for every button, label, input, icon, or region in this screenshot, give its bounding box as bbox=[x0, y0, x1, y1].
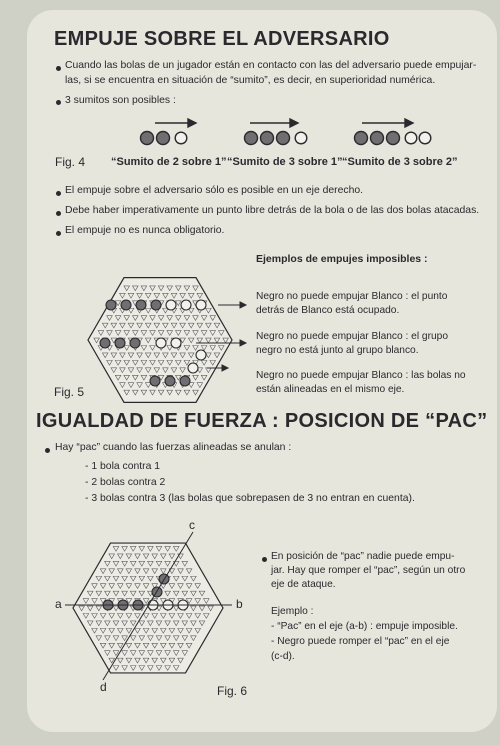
white-ball bbox=[175, 132, 187, 144]
black-ball bbox=[371, 132, 384, 145]
black-ball bbox=[157, 132, 170, 145]
black-ball bbox=[387, 132, 400, 145]
rule-text-3: El empuje no es nunca obligatorio. bbox=[65, 225, 225, 236]
fig6-example-3: (c-d). bbox=[271, 651, 295, 662]
sumito-caption-3: “Sumito de 3 sobre 2” bbox=[342, 156, 458, 168]
bullet-dot bbox=[56, 191, 61, 196]
white-ball bbox=[405, 132, 417, 144]
fig6-board bbox=[0, 520, 500, 700]
section-title-empuje: EMPUJE SOBRE EL ADVERSARIO bbox=[54, 28, 390, 50]
white-ball bbox=[171, 338, 181, 348]
bullet-dot bbox=[56, 66, 61, 71]
black-ball bbox=[355, 132, 368, 145]
fig6-text-1: En posición de “pac” nadie puede empu- bbox=[271, 551, 455, 562]
bullet-dot bbox=[56, 211, 61, 216]
white-ball bbox=[188, 363, 198, 373]
black-ball bbox=[151, 300, 161, 310]
black-ball bbox=[100, 338, 110, 348]
fig6-text-2: jar. Hay que romper el “pac”, según un otro bbox=[271, 565, 466, 576]
fig5-example-3a: Negro no puede empujar Blanco : las bolas no bbox=[256, 370, 466, 381]
axis-label-c: c bbox=[189, 518, 195, 532]
axis-label-d: d bbox=[100, 680, 107, 694]
pac-intro: Hay “pac” cuando las fuerzas alineadas se anulan : bbox=[55, 442, 292, 453]
sumito-2-sobre-1 bbox=[141, 119, 197, 145]
fig5-example-1a: Negro no puede empujar Blanco : el punto bbox=[256, 291, 448, 302]
bullet-dot bbox=[56, 100, 61, 105]
fig6-example-2: - Negro puede romper el “pac” en el eje bbox=[271, 636, 450, 647]
white-ball bbox=[419, 132, 431, 144]
fig5-label: Fig. 5 bbox=[54, 385, 85, 399]
white-ball bbox=[166, 300, 176, 310]
bullet-text-1b: las, si se encuentra en situación de “sumito”, es decir, en superioridad numérica. bbox=[65, 75, 436, 86]
bullet-text-1a: Cuando las bolas de un jugador están en contacto con las del adversario puede empujar- bbox=[65, 60, 477, 71]
white-ball bbox=[196, 350, 206, 360]
black-ball bbox=[150, 376, 160, 386]
fig4-sumito-diagrams bbox=[0, 116, 500, 156]
fig6-example-title: Ejemplo : bbox=[271, 606, 314, 617]
white-ball bbox=[156, 338, 166, 348]
black-ball bbox=[180, 376, 190, 386]
white-ball bbox=[181, 300, 191, 310]
fig6-example-1: - “Pac” en el eje (a-b) : empuje imposible. bbox=[271, 621, 458, 632]
section-title-pac: IGUALDAD DE FUERZA : POSICION DE “PAC” bbox=[36, 410, 488, 432]
sumito-3-sobre-2 bbox=[355, 119, 431, 145]
black-ball bbox=[245, 132, 258, 145]
fig5-example-3b: están alineadas en el mismo eje. bbox=[256, 384, 405, 395]
fig6-label: Fig. 6 bbox=[217, 684, 248, 698]
black-ball bbox=[130, 338, 140, 348]
bullet-dot bbox=[262, 557, 267, 562]
arrow-head bbox=[188, 119, 196, 127]
axis-label-b: b bbox=[236, 597, 243, 611]
white-ball bbox=[295, 132, 307, 144]
pac-case-2: - 2 bolas contra 2 bbox=[85, 477, 166, 488]
bullet-dot bbox=[56, 231, 61, 236]
fig5-heading: Ejemplos de empujes imposibles : bbox=[256, 253, 428, 265]
black-ball bbox=[121, 300, 131, 310]
fig5-example-2a: Negro no puede empujar Blanco : el grupo bbox=[256, 331, 448, 342]
fig4-label: Fig. 4 bbox=[55, 155, 86, 169]
hex-board bbox=[73, 543, 223, 673]
fig5-example-1b: detrás de Blanco está ocupado. bbox=[256, 305, 400, 316]
sumito-caption-1: “Sumito de 2 sobre 1” bbox=[111, 156, 227, 168]
axis-label-a: a bbox=[55, 597, 62, 611]
hex-board bbox=[88, 278, 232, 403]
rule-text-2: Debe haber imperativamente un punto libre detrás de la bola o de las dos bolas atacadas. bbox=[65, 205, 480, 216]
pac-case-3: - 3 bolas contra 3 (las bolas que sobrepasen de 3 no entran en cuenta). bbox=[85, 493, 415, 504]
sumito-3-sobre-1 bbox=[245, 119, 307, 145]
fig5-example-2b: negro no está junto al grupo blanco. bbox=[256, 345, 419, 356]
black-ball bbox=[115, 338, 125, 348]
rule-text-1: El empuje sobre el adversario sólo es posible en un eje derecho. bbox=[65, 185, 364, 196]
pac-case-1: - 1 bola contra 1 bbox=[85, 461, 161, 472]
black-ball bbox=[141, 132, 154, 145]
fig6-text-3: eje de ataque. bbox=[271, 579, 336, 590]
black-ball bbox=[136, 300, 146, 310]
bullet-dot bbox=[45, 448, 50, 453]
black-ball bbox=[165, 376, 175, 386]
sumito-caption-2: “Sumito de 3 sobre 1” bbox=[227, 156, 343, 168]
black-ball bbox=[261, 132, 274, 145]
arrow-head bbox=[290, 119, 298, 127]
black-ball bbox=[106, 300, 116, 310]
arrow-head bbox=[405, 119, 413, 127]
black-ball bbox=[277, 132, 290, 145]
white-ball bbox=[196, 300, 206, 310]
bullet-text-2: 3 sumitos son posibles : bbox=[65, 95, 176, 106]
